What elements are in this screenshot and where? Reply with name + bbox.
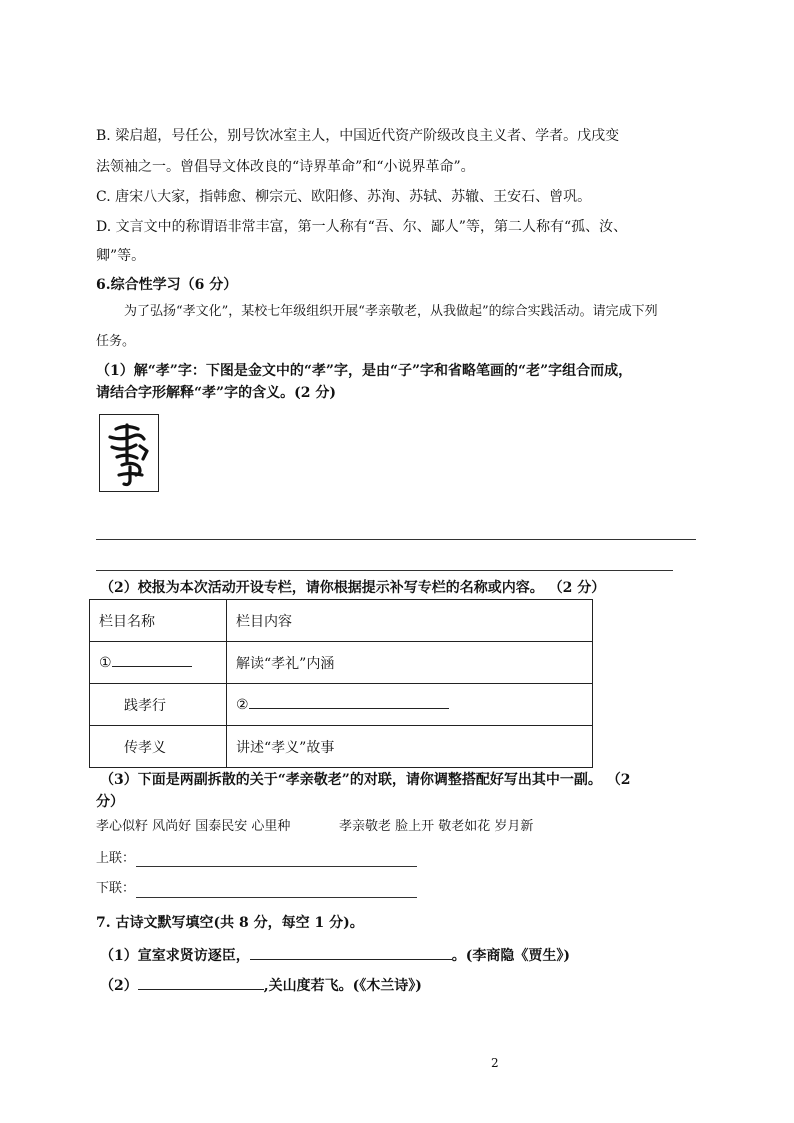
q6-part3-line1: （3）下面是两副拆散的关于“孝亲敬老”的对联，请你调整搭配好写出其中一副。 （2 (100, 772, 631, 788)
column-content-cell: 讲述“孝义”故事 (227, 726, 593, 768)
column-name-cell (90, 642, 227, 684)
answer-line-1[interactable] (96, 539, 696, 540)
lower-couplet-blank[interactable] (136, 897, 417, 898)
option-d-line1: D. 文言文中的称谓语非常丰富，第一人称有“吾、尔、鄙人”等，第二人称有“孤、汝、 (96, 219, 628, 235)
q7-item2-suffix: ,关山度若飞。(《木兰诗》) (263, 978, 422, 994)
table-row (90, 726, 593, 768)
answer-line-2[interactable] (96, 570, 673, 571)
lower-couplet-label: 下联： (96, 881, 136, 896)
answer-blank-1[interactable] (112, 666, 192, 667)
column-name-cell: 践孝行 (90, 684, 227, 726)
q7-title: 7. 古诗文默写填空(共 8 分，每空 1 分)。 (96, 915, 364, 931)
q6-part2: （2）校报为本次活动开设专栏，请你根据提示补写专栏的名称或内容。 （2 分） (100, 580, 606, 596)
table-header-cell: 栏目名称 (90, 600, 227, 642)
table-row (90, 642, 593, 684)
column-table (89, 599, 593, 768)
q6-part3-line2: 分） (96, 794, 124, 810)
column-content-cell: 解读“孝礼”内涵 (227, 642, 593, 684)
q7-item2-prefix: （2） (100, 978, 138, 994)
q7-item1-suffix: 。(李商隐《贾生》) (451, 948, 570, 964)
page-number: 2 (491, 1056, 499, 1070)
option-d-line2: 卿”等。 (96, 248, 146, 264)
column-name-cell: 传孝义 (90, 726, 227, 768)
q6-intro-line2: 任务。 (96, 334, 136, 349)
q7-item1 (100, 946, 570, 966)
q6-title: 6.综合性学习（6 分） (96, 277, 238, 293)
q6-part1-line2: 请结合字形解释“孝”字的含义。(2 分) (96, 385, 336, 401)
q6-part1-line1: （1）解“孝”字：下图是金文中的“孝”字，是由“子”字和省略笔画的“老”字组合而成， (96, 363, 633, 379)
couplet-words-left: 孝心似籽 风尚好 国泰民安 心里种 (96, 819, 291, 834)
poem-blank-2[interactable] (138, 989, 264, 990)
q7-item2 (100, 976, 422, 996)
poem-blank-1[interactable] (250, 959, 452, 960)
table-header-row (90, 600, 593, 642)
xiao-glyph-icon (100, 415, 158, 491)
option-b-line1: B. 梁启超，号任公，别号饮冰室主人，中国近代资产阶级改良主义者、学者。戊戌变 (96, 128, 620, 144)
table-header-cell: 栏目内容 (227, 600, 593, 642)
blank-marker: ② (236, 696, 249, 713)
table-row (90, 684, 593, 726)
option-b-line2: 法领袖之一。曾倡导文体改良的“诗界革命”和“小说界革命”。 (96, 159, 475, 175)
option-c: C. 唐宋八大家，指韩愈、柳宗元、欧阳修、苏洵、苏轼、苏辙、王安石、曾巩。 (96, 189, 592, 205)
upper-couplet-blank[interactable] (136, 866, 417, 867)
upper-couplet-label: 上联： (96, 851, 136, 866)
q7-item1-prefix: （1）宣室求贤访逐臣， (100, 948, 250, 964)
answer-blank-2[interactable] (249, 708, 449, 709)
column-content-cell (227, 684, 593, 726)
bronze-script-xiao-image (99, 414, 159, 492)
blank-marker: ① (99, 654, 112, 671)
q6-intro-line1: 为了弘扬“孝文化”，某校七年级组织开展“孝亲敬老，从我做起”的综合实践活动。请完成下列 (124, 304, 658, 319)
couplet-words-right: 孝亲敬老 脸上开 敬老如花 岁月新 (339, 819, 534, 834)
